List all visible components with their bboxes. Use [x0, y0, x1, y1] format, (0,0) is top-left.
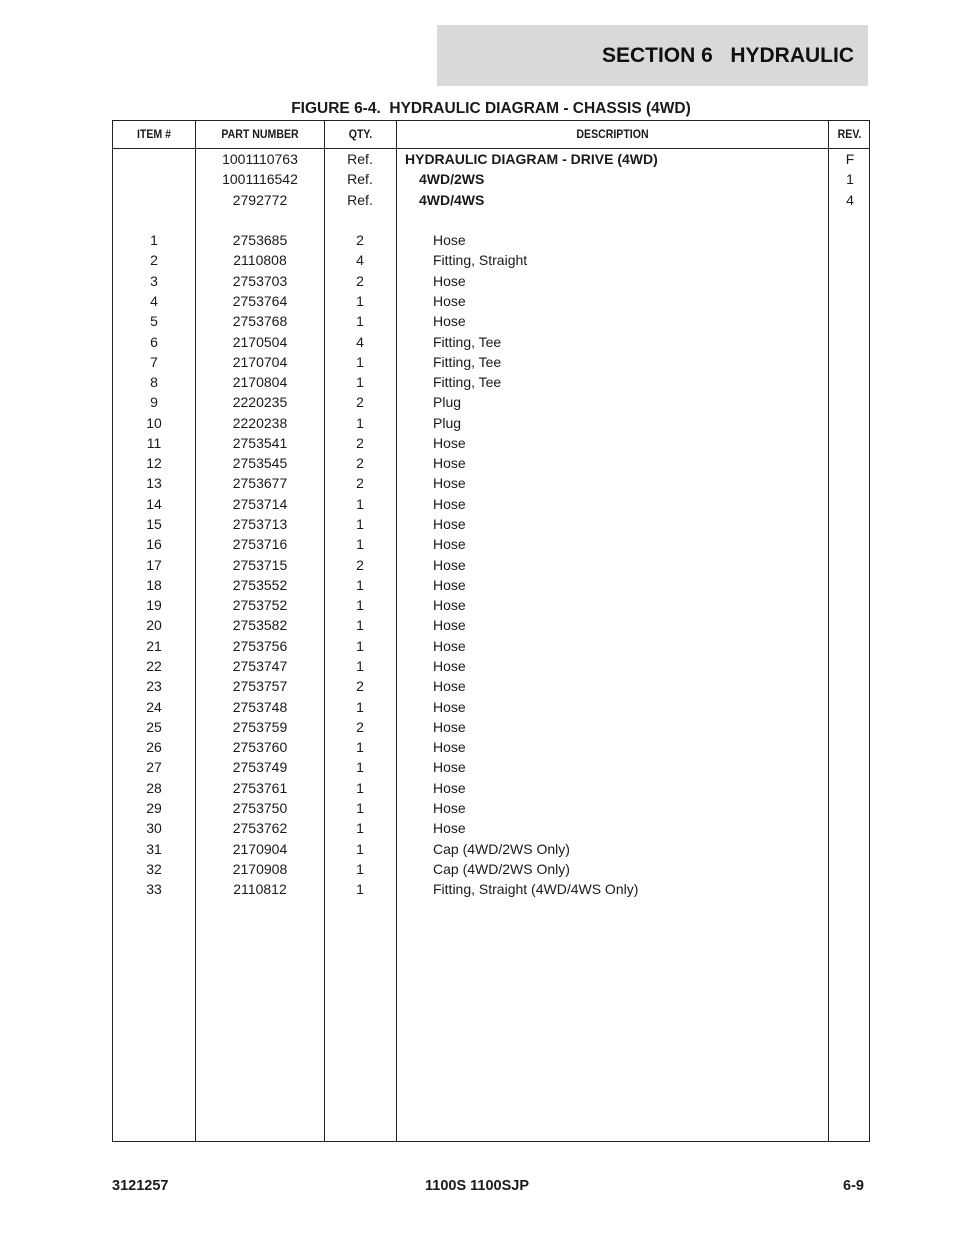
description: Hose	[433, 678, 466, 695]
quantity: 2	[356, 718, 364, 735]
description: Hose	[433, 637, 466, 654]
quantity: 4	[356, 333, 364, 350]
description: Hose	[433, 799, 466, 816]
table-row	[113, 494, 869, 514]
part-number: 2753768	[232, 313, 288, 330]
item-number: 29	[146, 799, 162, 816]
section-banner	[437, 25, 868, 86]
table-row	[113, 818, 869, 838]
part-number: 1001116542	[222, 171, 298, 188]
quantity: 2	[356, 556, 364, 573]
part-number: 2753545	[232, 455, 288, 472]
table-row	[113, 230, 869, 250]
quantity: 2	[356, 678, 364, 695]
quantity: 1	[356, 739, 364, 756]
item-number: 5	[150, 313, 158, 330]
quantity: 1	[356, 820, 364, 837]
quantity: 1	[356, 698, 364, 715]
description: Hose	[433, 556, 466, 573]
table-row	[113, 190, 869, 210]
table-row	[113, 352, 869, 372]
description: Plug	[433, 414, 462, 431]
description: Hose	[433, 658, 466, 674]
table-row	[113, 798, 869, 818]
table-row	[113, 311, 869, 331]
part-number: 2170504	[232, 333, 288, 350]
part-number: 2753552	[232, 576, 288, 593]
table-row	[113, 332, 869, 352]
description: Hose	[433, 455, 466, 472]
description: Hose	[433, 597, 466, 614]
section-title: SECTION 6 HYDRAULIC	[601, 43, 854, 67]
item-number: 22	[146, 658, 162, 674]
item-number: 8	[150, 374, 158, 391]
table-row	[113, 615, 869, 635]
footer-page-number: 6-9	[843, 1178, 864, 1194]
quantity: 1	[356, 860, 364, 877]
part-number: 2753541	[232, 434, 288, 451]
item-number: 10	[146, 414, 162, 431]
table-row	[113, 271, 869, 291]
parts-table	[112, 120, 870, 1142]
description: Hose	[433, 536, 466, 553]
item-number: 31	[146, 840, 162, 857]
item-number: 30	[146, 820, 162, 837]
description: Hose	[433, 516, 466, 533]
table-row	[113, 595, 869, 615]
table-row	[113, 433, 869, 453]
description: Hose	[433, 475, 466, 492]
description: Fitting, Tee	[433, 333, 502, 350]
quantity: 1	[356, 637, 364, 654]
item-number: 13	[146, 475, 162, 492]
part-number: 2753582	[232, 617, 288, 634]
part-number: 2753747	[232, 658, 288, 674]
description: Hose	[433, 272, 466, 289]
quantity: 1	[356, 536, 364, 553]
item-number: 19	[146, 597, 162, 614]
item-number: 4	[150, 292, 158, 309]
table-row	[113, 514, 869, 534]
description: Hose	[433, 292, 466, 309]
table-row	[113, 839, 869, 859]
column-header-part-number: PART NUMBER	[221, 127, 299, 141]
item-number: 17	[146, 556, 162, 573]
part-number: 2753703	[232, 272, 288, 289]
part-number: 2753677	[232, 475, 288, 492]
item-number: 9	[150, 394, 158, 411]
table-row	[113, 859, 869, 879]
item-number: 11	[146, 434, 162, 451]
item-number: 33	[146, 881, 162, 898]
table-row	[113, 676, 869, 696]
quantity: 1	[356, 374, 364, 391]
part-number: 2753764	[232, 292, 288, 309]
table-row	[113, 210, 869, 230]
item-number: 7	[150, 353, 158, 370]
quantity: 1	[356, 313, 364, 330]
item-number: 20	[146, 617, 162, 634]
item-number: 26	[146, 739, 162, 756]
description: Hose	[433, 718, 466, 735]
quantity: 4	[356, 252, 364, 269]
quantity: 2	[356, 232, 364, 249]
item-number: 3	[150, 272, 158, 289]
part-number: 2170904	[232, 840, 288, 857]
part-number: 2753759	[232, 718, 288, 735]
item-number: 14	[146, 495, 162, 512]
quantity: 1	[356, 799, 364, 816]
part-number: 2753757	[232, 678, 288, 695]
footer-doc-number: 3121257	[112, 1178, 169, 1194]
description: HYDRAULIC DIAGRAM - DRIVE (4WD)	[405, 151, 658, 167]
quantity: 1	[356, 353, 364, 370]
table-row	[113, 697, 869, 717]
table-row	[113, 656, 869, 676]
description: Fitting, Straight	[433, 252, 528, 269]
table-row	[113, 636, 869, 656]
description: Hose	[433, 698, 466, 715]
description: Hose	[433, 739, 466, 756]
part-number: 2753715	[232, 556, 288, 573]
table-row	[113, 473, 869, 493]
table-row	[113, 372, 869, 392]
item-number: 23	[146, 678, 162, 695]
description: Hose	[433, 779, 466, 796]
item-number: 32	[146, 860, 162, 877]
part-number: 2753748	[232, 698, 288, 715]
part-number: 2753752	[232, 597, 288, 614]
item-number: 16	[146, 536, 162, 553]
description: Hose	[433, 495, 466, 512]
column-header-description: DESCRIPTION	[576, 127, 649, 141]
description: Cap (4WD/2WS Only)	[433, 840, 570, 857]
figure-title: FIGURE 6-4. HYDRAULIC DIAGRAM - CHASSIS (4WD)	[291, 100, 691, 117]
quantity: 1	[356, 759, 364, 776]
revision: 4	[846, 191, 854, 208]
part-number: 2792772	[232, 191, 288, 208]
table-row	[113, 555, 869, 575]
description: Plug	[433, 394, 462, 411]
table-row	[113, 778, 869, 798]
description: Hose	[433, 820, 466, 837]
description: Hose	[433, 313, 466, 330]
description: Fitting, Tee	[433, 353, 502, 370]
table-row	[113, 717, 869, 737]
item-number: 24	[146, 698, 162, 715]
table-row	[113, 149, 869, 169]
quantity: 2	[356, 455, 364, 472]
item-number: 18	[146, 576, 162, 593]
table-row	[113, 534, 869, 554]
item-number: 1	[150, 232, 158, 249]
description: Hose	[433, 617, 466, 634]
quantity: 1	[356, 414, 364, 431]
table-row	[113, 291, 869, 311]
part-number: 2753750	[232, 799, 288, 816]
part-number: 2753713	[232, 516, 288, 533]
quantity: 1	[356, 840, 364, 857]
quantity: 1	[356, 495, 364, 512]
table-row	[113, 392, 869, 412]
quantity: Ref.	[347, 191, 373, 208]
quantity: 1	[356, 597, 364, 614]
table-row	[113, 453, 869, 473]
quantity: 1	[356, 617, 364, 634]
quantity: 1	[356, 576, 364, 593]
part-number: 2220235	[232, 394, 288, 411]
revision: F	[845, 151, 855, 167]
item-number: 28	[146, 779, 162, 796]
part-number: 2753756	[232, 637, 288, 654]
part-number: 2170804	[232, 374, 288, 391]
quantity: Ref.	[347, 171, 373, 188]
description: Fitting, Tee	[433, 374, 502, 391]
part-number: 2753714	[232, 495, 288, 512]
part-number: 2220238	[232, 414, 288, 431]
item-number: 6	[150, 333, 158, 350]
part-number: 2110808	[233, 252, 287, 269]
quantity: 1	[356, 516, 364, 533]
part-number: 2110812	[233, 881, 287, 898]
footer-model: 1100S 1100SJP	[424, 1178, 530, 1194]
description: 4WD/4WS	[419, 191, 485, 208]
table-row	[113, 575, 869, 595]
column-header-qty: QTY.	[348, 127, 373, 141]
quantity: 2	[356, 434, 364, 451]
quantity: 1	[356, 779, 364, 796]
quantity: 2	[356, 394, 364, 411]
item-number: 12	[146, 455, 162, 472]
part-number: 2170704	[232, 353, 288, 370]
quantity: 2	[356, 272, 364, 289]
description: Hose	[433, 232, 466, 249]
quantity: 1	[356, 292, 364, 309]
part-number: 2753749	[232, 759, 288, 776]
column-header-item: ITEM #	[136, 127, 172, 141]
quantity: Ref.	[347, 151, 373, 167]
table-row	[113, 879, 869, 899]
part-number: 1001110763	[222, 151, 298, 167]
part-number: 2170908	[232, 860, 288, 877]
description: Hose	[433, 759, 466, 776]
item-number: 15	[146, 516, 162, 533]
description: Hose	[433, 576, 466, 593]
table-row	[113, 413, 869, 433]
table-row	[113, 169, 869, 189]
part-number: 2753716	[232, 536, 288, 553]
part-number: 2753761	[232, 779, 288, 796]
table-row	[113, 737, 869, 757]
table-row	[113, 250, 869, 270]
item-number: 21	[146, 637, 162, 654]
part-number: 2753762	[232, 820, 288, 837]
description: 4WD/2WS	[419, 171, 485, 188]
part-number: 2753760	[232, 739, 288, 756]
item-number: 27	[146, 759, 162, 776]
description: Hose	[433, 434, 466, 451]
description: Cap (4WD/2WS Only)	[433, 860, 570, 877]
part-number: 2753685	[232, 232, 288, 249]
column-header-rev: REV.	[837, 127, 862, 141]
quantity: 1	[356, 881, 364, 898]
description: Fitting, Straight (4WD/4WS Only)	[433, 881, 639, 898]
table-row	[113, 757, 869, 777]
revision: 1	[846, 171, 854, 188]
item-number: 2	[150, 252, 158, 269]
item-number: 25	[146, 718, 162, 735]
quantity: 1	[356, 658, 364, 674]
quantity: 2	[356, 475, 364, 492]
